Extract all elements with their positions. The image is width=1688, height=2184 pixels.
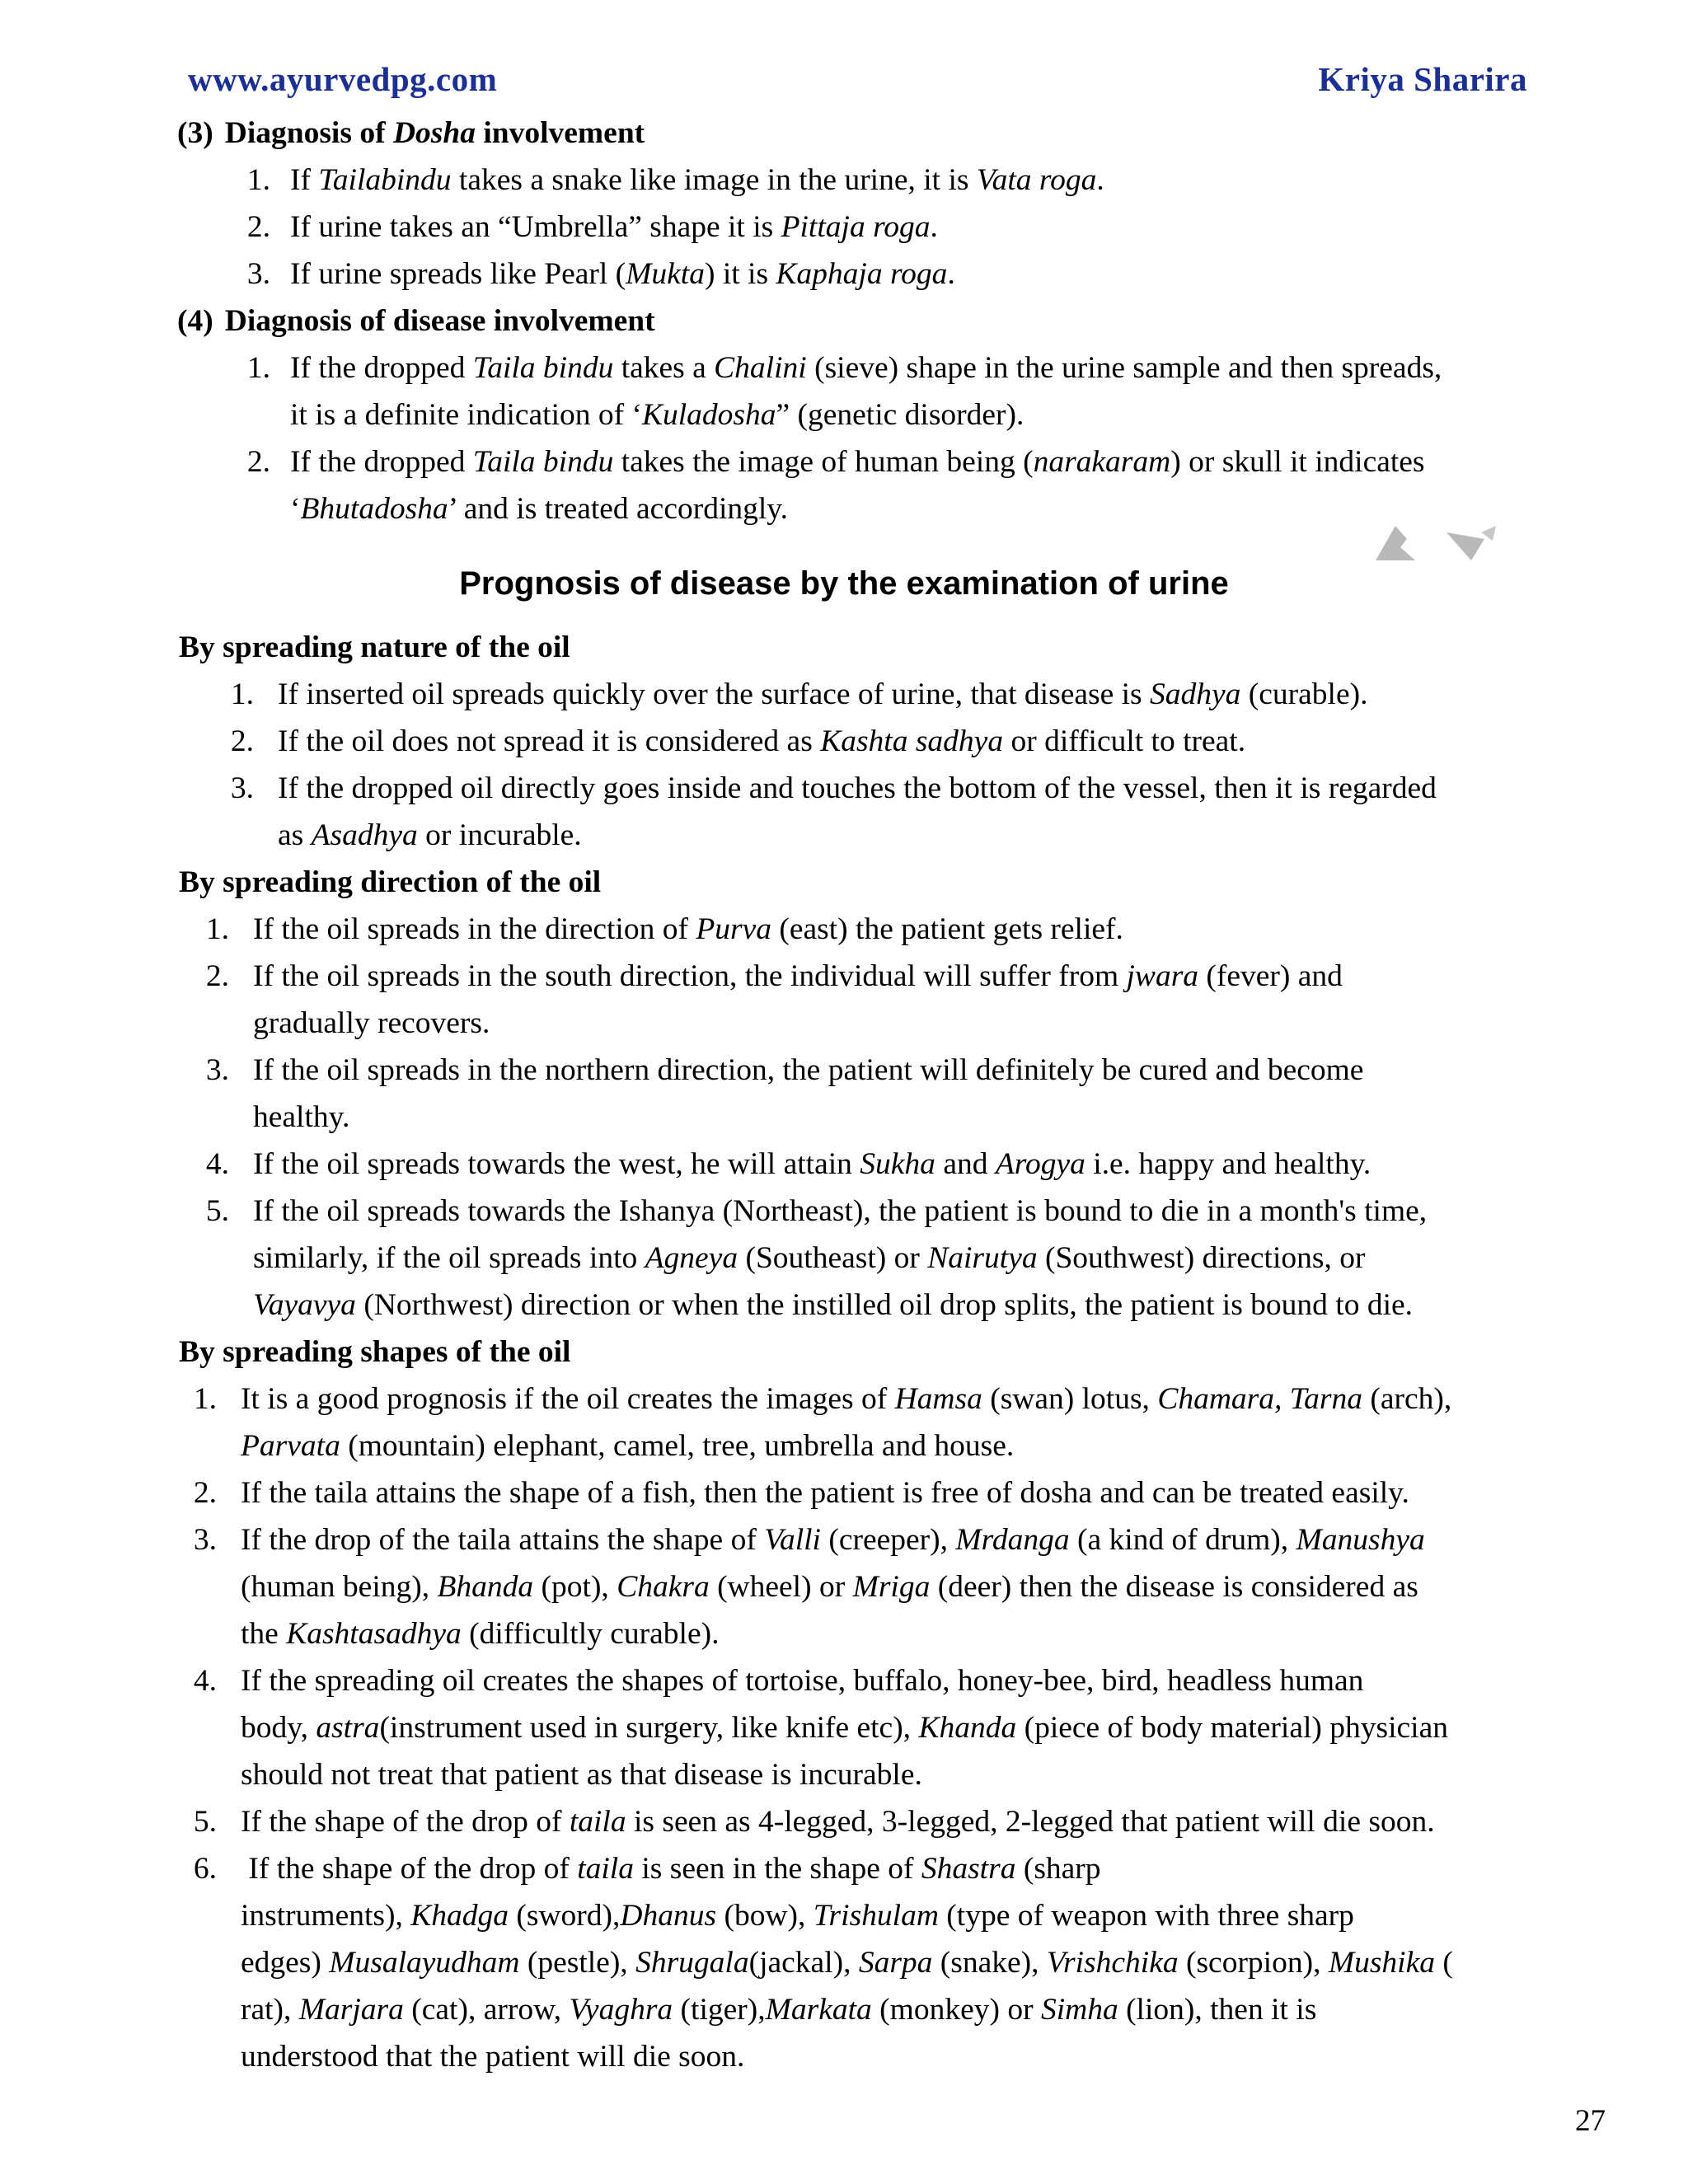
list-item-continuation: healthy. xyxy=(253,1100,350,1134)
list-number: 3. xyxy=(193,1523,217,1557)
list-item: If urine takes an “Umbrella” shape it is Pittaja roga. xyxy=(290,210,938,244)
list-number: 2. xyxy=(246,210,270,244)
list-item-continuation: (human being), Bhanda (pot), Chakra (wheel) or Mriga (deer) then the disease is considered as xyxy=(241,1570,1418,1604)
watermark-logo-icon xyxy=(1372,524,1521,562)
list-item-continuation: Vayavya (Northwest) direction or when the instilled oil drop splits, the patient is bound to die. xyxy=(253,1288,1414,1322)
list-number: 1. xyxy=(205,912,229,946)
list-item: If the dropped Taila bindu takes the image of human being (narakaram) or skull it indicates xyxy=(290,445,1425,479)
list-number: 2. xyxy=(193,1476,217,1510)
list-item-continuation: body, astra(instrument used in surgery, like knife etc), Khanda (piece of body material) physician xyxy=(241,1711,1448,1745)
list-number: 4. xyxy=(205,1147,229,1181)
list-item-continuation: rat), Marjara (cat), arrow, Vyaghra (tiger),Markata (monkey) or Simha (lion), then it is xyxy=(241,1993,1317,2027)
list-number: 4. xyxy=(193,1664,217,1698)
subject-title: Kriya Sharira xyxy=(1318,60,1527,98)
list-item: If the oil spreads in the direction of Purva (east) the patient gets relief. xyxy=(253,912,1123,946)
list-item-continuation: similarly, if the oil spreads into Agneya (Southeast) or Nairutya (Southwest) directions, or xyxy=(253,1241,1366,1275)
list-item: If the oil spreads in the northern direction, the patient will definitely be cured and become xyxy=(253,1053,1364,1087)
list-item: If the dropped oil directly goes inside and touches the bottom of the vessel, then it is regarded xyxy=(278,771,1437,805)
list-item: If urine spreads like Pearl (Mukta) it is Kaphaja roga. xyxy=(290,257,955,291)
list-item-continuation: ‘Bhutadosha’ and is treated accordingly. xyxy=(290,492,788,526)
list-number: 1. xyxy=(193,1382,217,1416)
list-item: It is a good prognosis if the oil creates the images of Hamsa (swan) lotus, Chamara, Tarna (arch), xyxy=(241,1382,1452,1416)
list-number: 5. xyxy=(193,1805,217,1839)
list-number: 2. xyxy=(230,724,254,758)
list-item: If the dropped Taila bindu takes a Chalini (sieve) shape in the urine sample and then spreads, xyxy=(290,351,1442,385)
list-item-continuation: the Kashtasadhya (difficultly curable). xyxy=(241,1617,720,1651)
list-item-continuation: should not treat that patient as that disease is incurable. xyxy=(241,1758,922,1792)
list-item: If the shape of the drop of taila is seen in the shape of Shastra (sharp xyxy=(241,1852,1101,1886)
nature-heading: By spreading nature of the oil xyxy=(179,630,570,664)
direction-heading: By spreading direction of the oil xyxy=(179,865,602,899)
page-number: 27 xyxy=(1575,2104,1606,2138)
list-number: 5. xyxy=(205,1194,229,1228)
list-number: 1. xyxy=(246,163,270,197)
list-item: If Tailabindu takes a snake like image in the urine, it is Vata roga. xyxy=(290,163,1104,197)
list-item-continuation: Parvata (mountain) elephant, camel, tree, umbrella and house. xyxy=(241,1429,1015,1463)
list-item-continuation: edges) Musalayudham (pestle), Shrugala(jackal), Sarpa (snake), Vrishchika (scorpion), Mushika ( xyxy=(241,1946,1453,1980)
list-number: 3. xyxy=(205,1053,229,1087)
list-number: 6. xyxy=(193,1852,217,1886)
list-item: If inserted oil spreads quickly over the surface of urine, that disease is Sadhya (curable). xyxy=(278,677,1368,711)
list-item: If the oil spreads towards the Ishanya (Northeast), the patient is bound to die in a month's time, xyxy=(253,1194,1428,1228)
list-number: 2. xyxy=(246,445,270,479)
shapes-heading: By spreading shapes of the oil xyxy=(179,1335,571,1369)
dosha-heading: (3) Diagnosis of Dosha involvement xyxy=(177,116,645,150)
list-number: 1. xyxy=(230,677,254,711)
list-item-continuation: gradually recovers. xyxy=(253,1006,490,1040)
list-number: 3. xyxy=(230,771,254,805)
website-url[interactable]: www.ayurvedpg.com xyxy=(188,60,498,98)
list-number: 2. xyxy=(205,959,229,993)
list-item: If the shape of the drop of taila is seen as 4-legged, 3-legged, 2-legged that patient will die soon. xyxy=(241,1805,1435,1839)
list-item-continuation: instruments), Khadga (sword),Dhanus (bow), Trishulam (type of weapon with three sharp xyxy=(241,1899,1354,1933)
list-item-continuation: it is a definite indication of ‘Kuladosha” (genetic disorder). xyxy=(290,398,1025,432)
list-item: If the oil spreads in the south direction, the individual will suffer from jwara (fever) and xyxy=(253,959,1343,993)
list-number: 3. xyxy=(246,257,270,291)
list-item-continuation: understood that the patient will die soon. xyxy=(241,2040,745,2074)
disease-heading: (4) Diagnosis of disease involvement xyxy=(177,304,655,338)
section-title: Prognosis of disease by the examination of urine xyxy=(459,565,1229,602)
list-item-continuation: as Asadhya or incurable. xyxy=(278,818,582,852)
list-number: 1. xyxy=(246,351,270,385)
list-item: If the oil does not spread it is considered as Kashta sadhya or difficult to treat. xyxy=(278,724,1246,758)
list-item: If the taila attains the shape of a fish, then the patient is free of dosha and can be treated easily. xyxy=(241,1476,1409,1510)
list-item: If the oil spreads towards the west, he will attain Sukha and Arogya i.e. happy and healthy. xyxy=(253,1147,1372,1181)
list-item: If the spreading oil creates the shapes of tortoise, buffalo, honey-bee, bird, headless human xyxy=(241,1664,1364,1698)
list-item: If the drop of the taila attains the shape of Valli (creeper), Mrdanga (a kind of drum), Manushya xyxy=(241,1523,1425,1557)
